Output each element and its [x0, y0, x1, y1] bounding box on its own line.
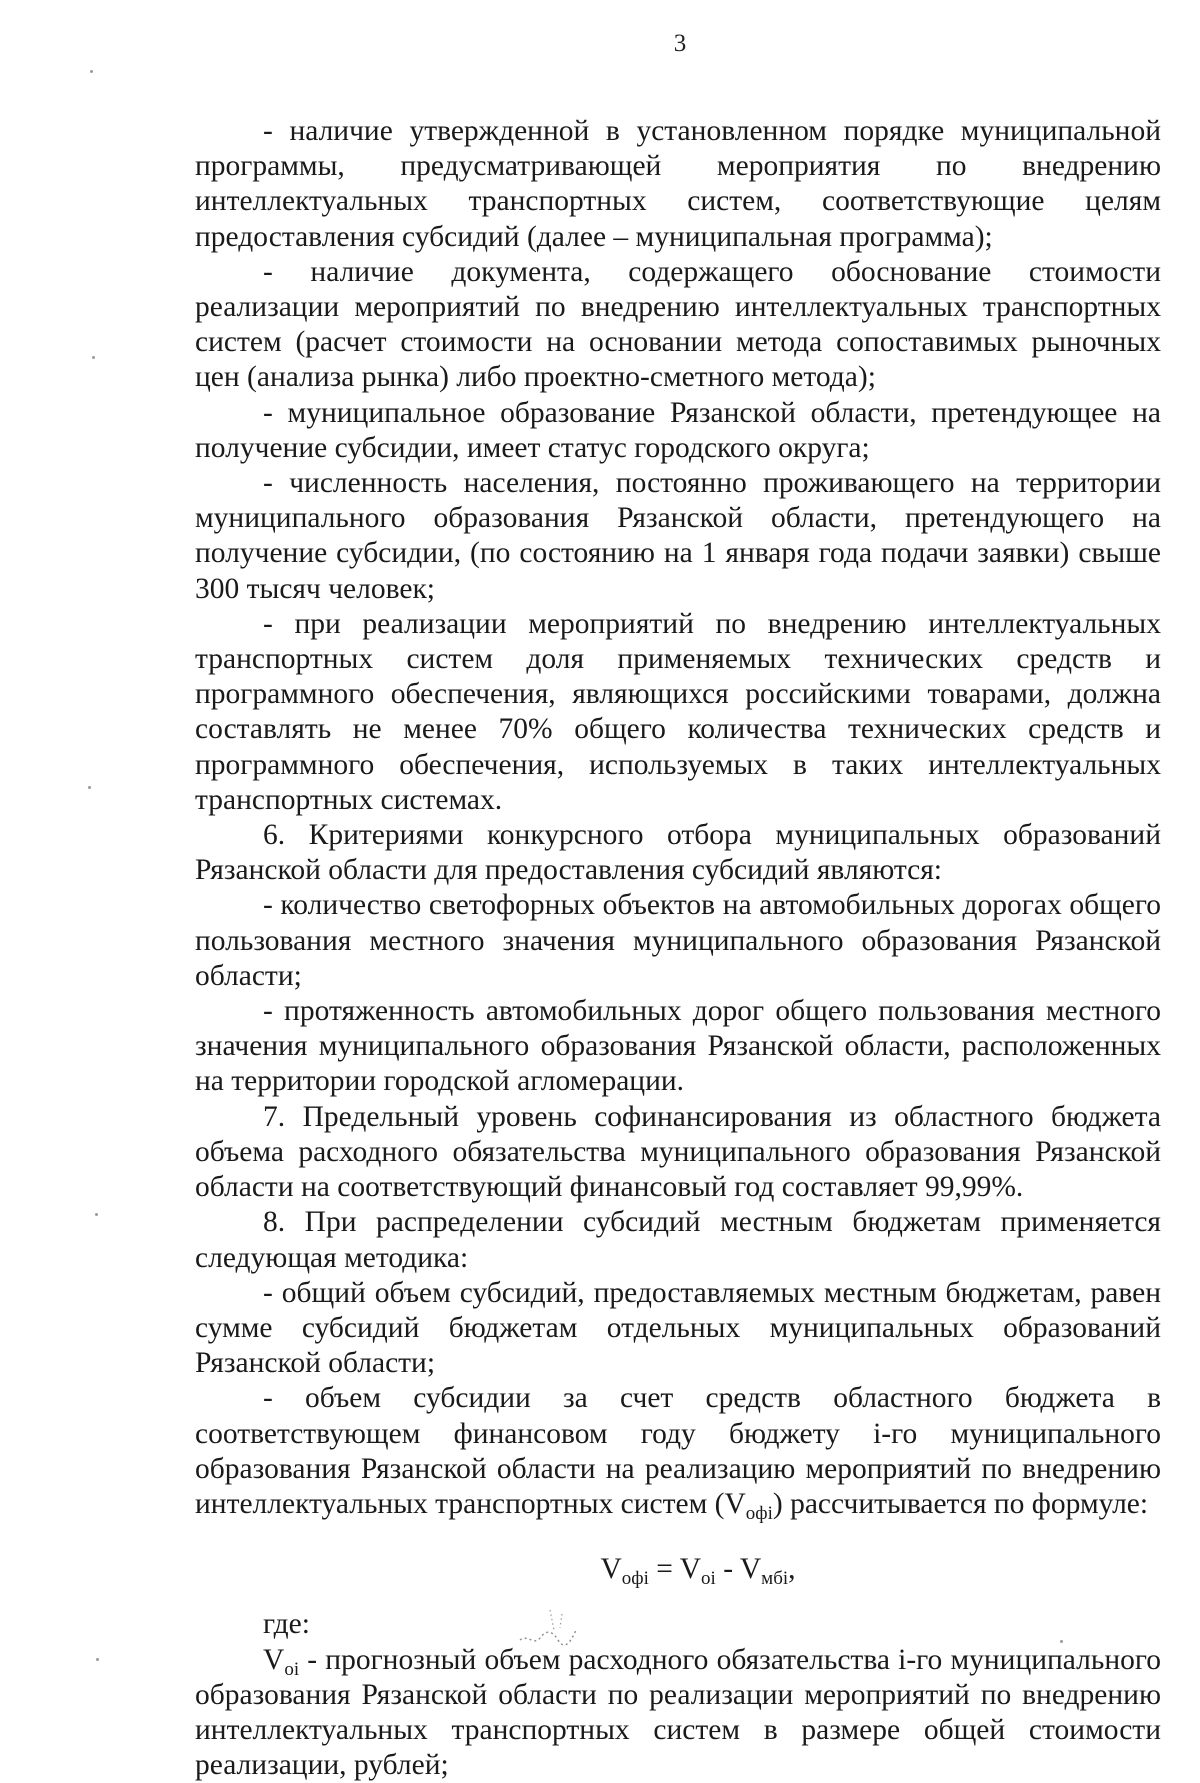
paragraph-traffic-lights: - количество светофорных объектов на автомобильных дорогах общего пользования местного значения муниципального образования Рязанской области;: [195, 889, 1161, 992]
document-body: [195, 114, 1161, 1783]
formula-v-oi: V: [679, 1553, 702, 1586]
paragraph-total-subsidy: - общий объем субсидий, предоставляемых местным бюджетам, равен сумме субсидий бюджетам отдельных муниципальных образований Рязанской области;: [195, 1276, 1161, 1380]
scan-speck: [1060, 1640, 1063, 1643]
where-label: где:: [263, 1608, 310, 1641]
definition-symbol: V: [263, 1643, 285, 1676]
scan-speck: [95, 1213, 98, 1216]
paragraph-subsidy-volume: [195, 1381, 1161, 1522]
paragraph-voi-definition: [195, 1643, 1161, 1783]
paragraph-cost-justification: - наличие документа, содержащего обоснование стоимости реализации мероприятий по внедрению интеллектуальных транспортных систем (расчет стоимости на основании метода сопоставимых рыночных цен (анализа рынка) либо проектно-сметного метода);: [195, 255, 1161, 394]
formula-sub-mbi: мбi: [761, 1568, 789, 1590]
paragraph-distribution-method: 8. При распределении субсидий местным бюджетам применяется следующая методика:: [195, 1206, 1161, 1274]
formula-equals: =: [648, 1553, 680, 1586]
paragraph-municipal-program: - наличие утвержденной в установленном порядке муниципальной программы, предусматривающей мероприятия по внедрению интеллектуальных транспортных систем, соответствующие целям предоставления субсидий (далее – муниципальная программа);: [195, 115, 1161, 253]
scan-speck: [92, 356, 95, 359]
scan-mark: [510, 1600, 590, 1660]
page-number: 3: [673, 30, 687, 57]
volume-tail: ) рассчитывается по формуле:: [772, 1487, 1149, 1520]
paragraph-city-district-status: - муниципальное образование Рязанской области, претендующее на получение субсидии, имеет статус городского округа;: [195, 396, 1161, 464]
formula-sub-ofi: офi: [621, 1568, 649, 1590]
formula-v-mbi: V: [739, 1553, 762, 1586]
formula-minus: -: [715, 1553, 740, 1586]
scan-speck: [90, 70, 93, 73]
scan-speck: [96, 1658, 99, 1661]
formula: [195, 1552, 1161, 1590]
definition-text: - прогнозный объем расходного обязательства i-го муниципального образования Рязанской области по реализации мероприятий по внедрению интеллектуальных транспортных систем в размере общей стоимости реализации, рублей;: [195, 1643, 1161, 1782]
formula-v-ofi: V: [600, 1553, 622, 1586]
definition-subscript: oi: [284, 1658, 300, 1680]
volume-text: - объем субсидии за счет средств областного бюджета в соответствующем финансовом году бюджету i-го муниципального образования Рязанской области на реализацию мероприятий по внедрению интеллектуальных транспортных систем (V: [195, 1382, 1161, 1520]
formula-end: ,: [788, 1553, 796, 1586]
paragraph-russian-goods-share: - при реализации мероприятий по внедрению интеллектуальных транспортных систем доля применяемых технических средств и программного обеспечения, являющихся российскими товарами, должна составлять не менее 70% общего количества технических средств и программного обеспечения, используемых в таких интеллектуальных транспортных системах.: [195, 607, 1161, 816]
volume-subscript: офi: [745, 1502, 773, 1524]
formula-sub-oi: oi: [701, 1568, 716, 1590]
paragraph-population: - численность населения, постоянно проживающего на территории муниципального образования Рязанской области, претендующего на получение субсидии, (по состоянию на 1 января года подачи заявки) свыше 300 тысяч человек;: [195, 467, 1161, 605]
paragraph-selection-criteria: 6. Критериями конкурсного отбора муниципальных образований Рязанской области для предоставления субсидий являются:: [195, 819, 1161, 887]
scan-speck: [88, 786, 91, 789]
paragraph-road-length: - протяженность автомобильных дорог общего пользования местного значения муниципального образования Рязанской области, расположенных на территории городской агломерации.: [195, 995, 1161, 1098]
paragraph-cofinancing-level: 7. Предельный уровень софинансирования из областного бюджета объема расходного обязательства муниципального образования Рязанской области на соответствующий финансовый год составляет 99,99%.: [195, 1100, 1161, 1204]
